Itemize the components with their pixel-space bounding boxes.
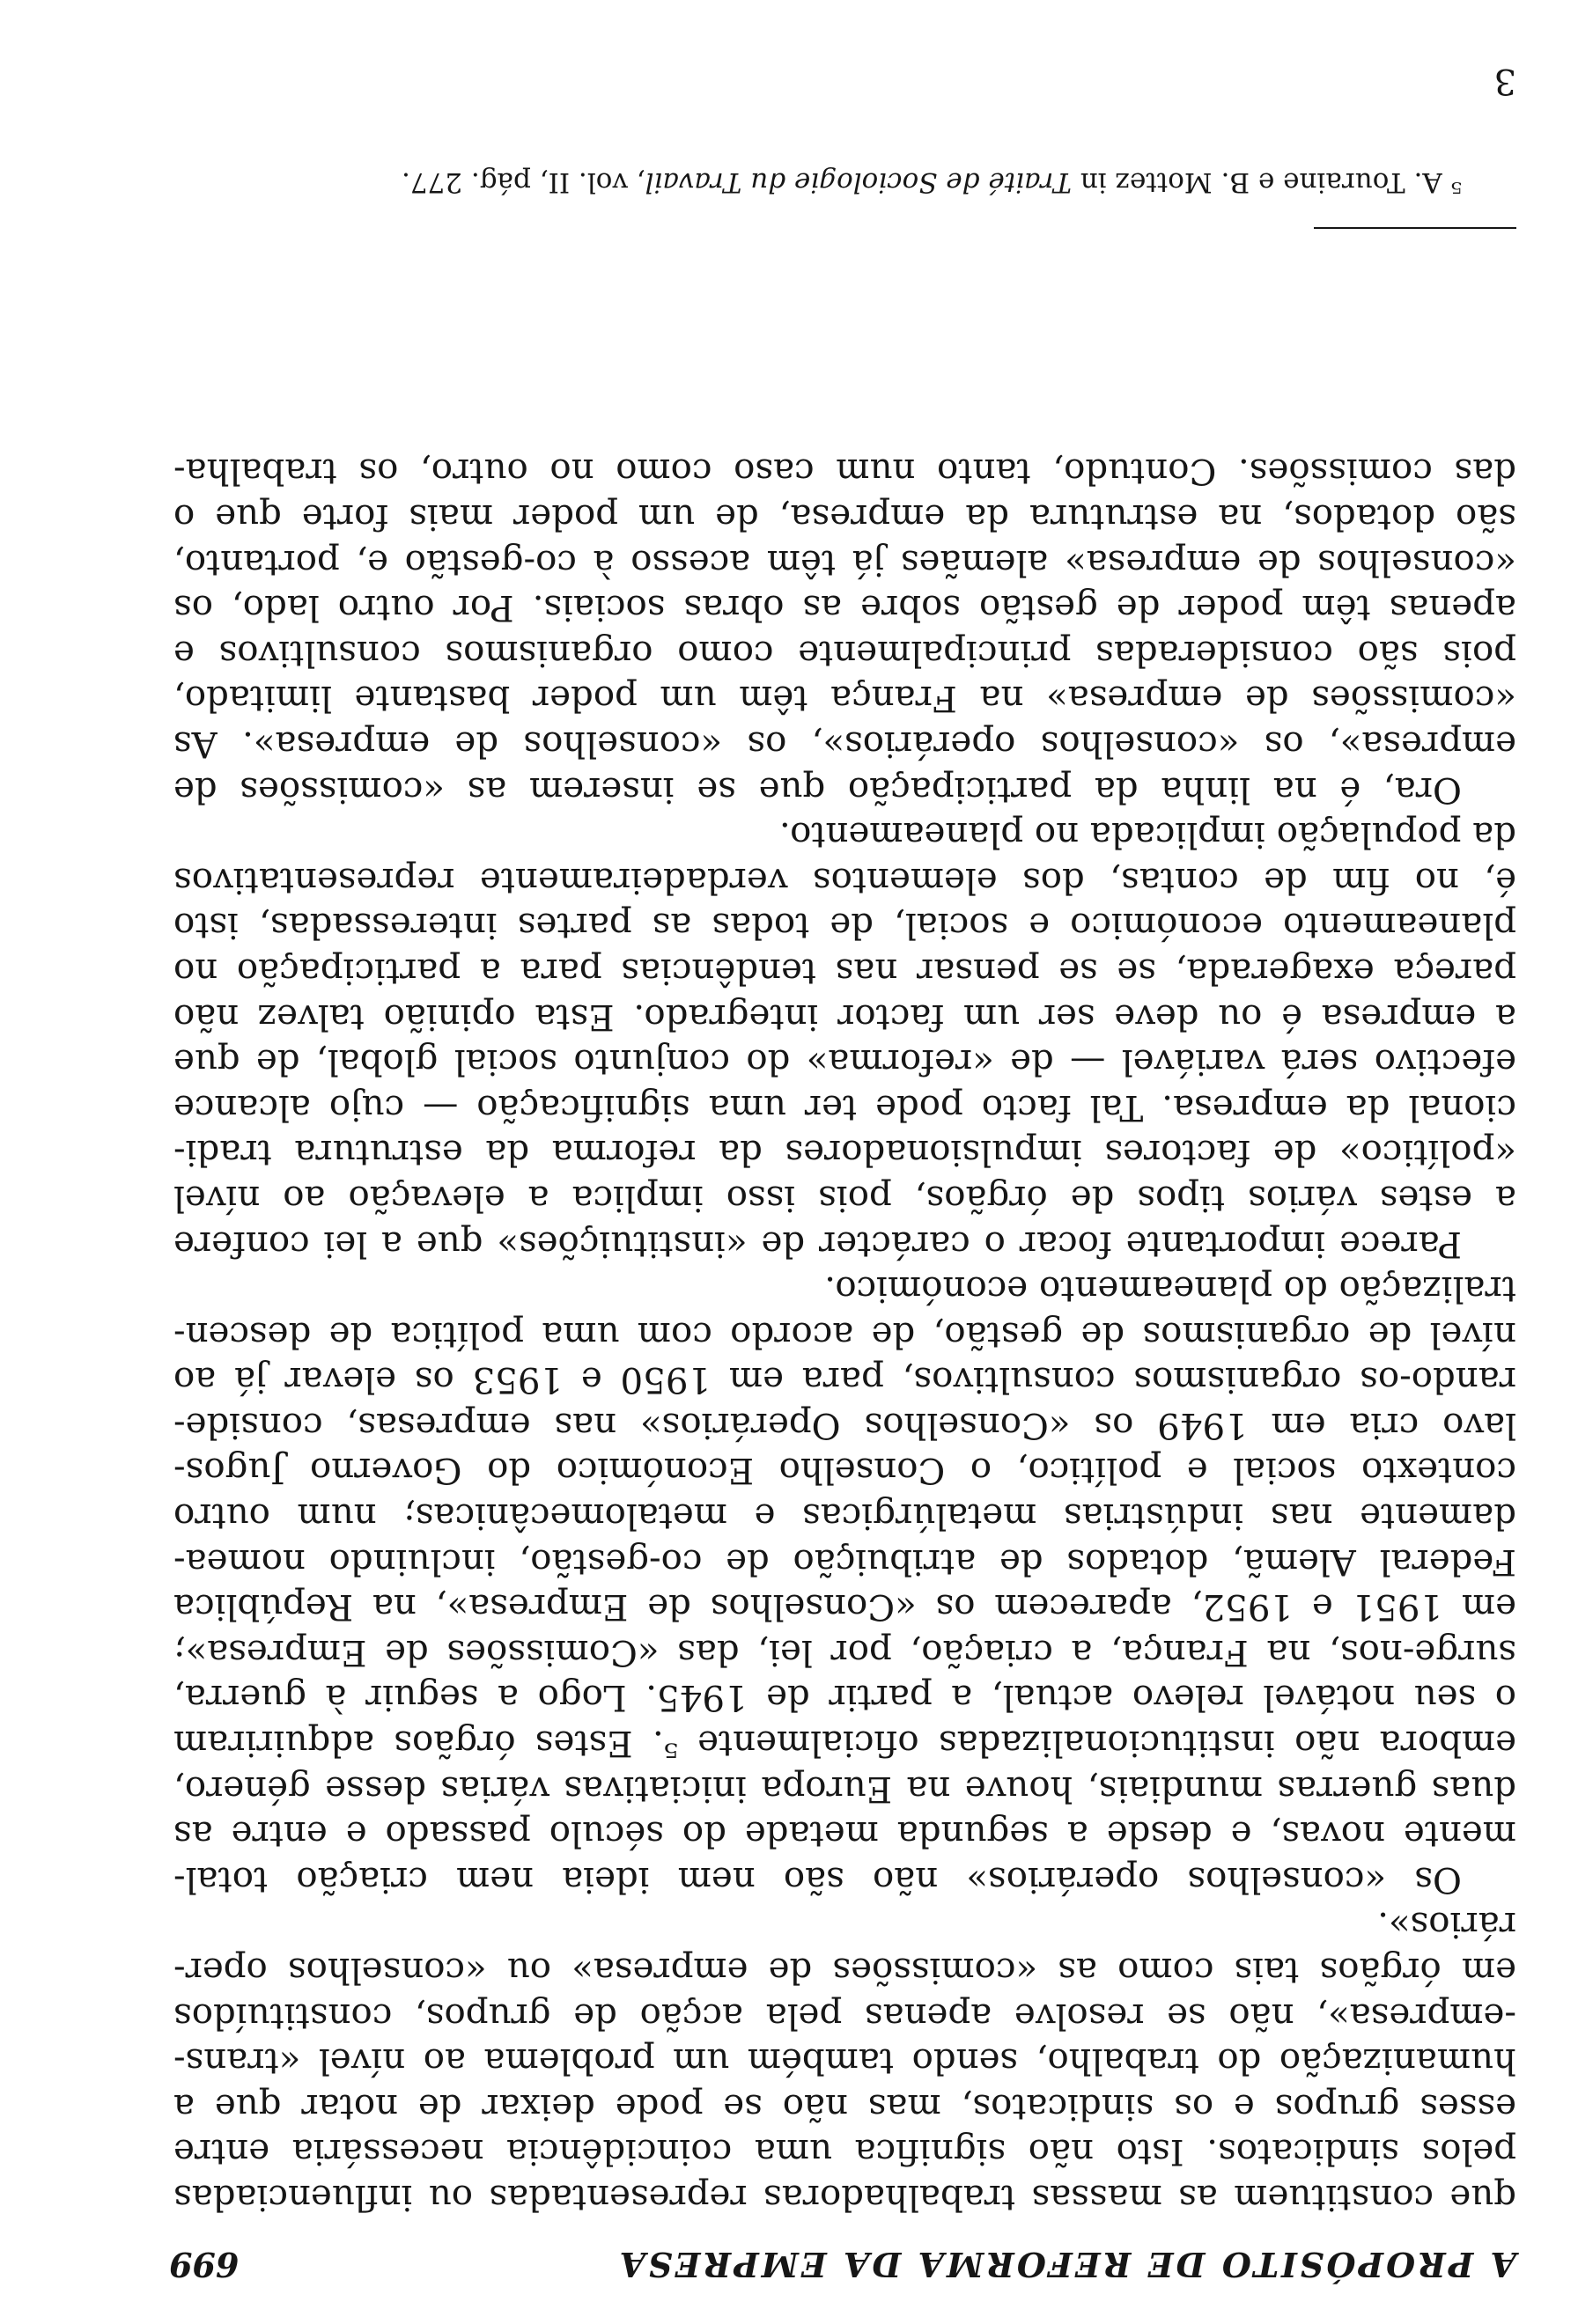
footnote-work-title: Traité de Sociologie du Travail	[645, 166, 1073, 198]
text-line: embora não institucionalizadas oficialmente ⁵. Estes órgãos adquiriram	[173, 1723, 1516, 1765]
text-line: duas guerras mundiais, houve na Europa iniciativas várias desse género,	[173, 1768, 1516, 1810]
text-line: apenas têm poder de gestão sobre as obras sociais. Por outro lado, os	[173, 587, 1516, 629]
text-line: pelos sindicatos. Isto não significa uma coincidência necessária entre	[173, 2131, 1516, 2173]
text-line: damente nas indústrias metalúrgicas e metalomecânicas; num outro	[173, 1496, 1516, 1538]
text-line: das comissões. Contudo, tanto num caso como no outro, os trabalha-	[173, 451, 1516, 493]
text-line: Os «conselhos operários» não são nem ideia nem criação total-	[173, 1858, 1462, 1901]
text-line: «comissões de empresa» na França têm um poder bastante limitado,	[173, 678, 1516, 720]
folio-number: 3	[1493, 61, 1516, 101]
text-line: contexto social e político, o Conselho Económico do Governo Jugos-	[173, 1450, 1516, 1492]
text-line: efectivo será variável — de «reforma» do conjunto social global, de que	[173, 1041, 1516, 1084]
footnote	[229, 166, 1462, 198]
text-line: humanização do trabalho, sendo também um problema ao nível «trans-	[173, 2041, 1516, 2083]
text-line: Federal Alemã, dotados de atribuição de co-gestão, incluindo nomea-	[173, 1541, 1516, 1583]
running-head-title: A PROPÓSITO DE REFORMA DA EMPRESA	[616, 2245, 1516, 2284]
running-head	[169, 2232, 1516, 2284]
text-line: «conselhos de empresa» alemães já têm acesso à co-gestão e, portanto,	[173, 541, 1516, 584]
text-line: a empresa é ou deve ser um factor integrado. Esta opinião talvez não	[173, 996, 1516, 1038]
text-line: planeamento económico e social, de todas as partes interessadas, isto	[173, 905, 1516, 947]
text-line: pareça exagerada, se se pensar nas tendências para a participação no	[173, 950, 1516, 992]
text-line: mente novas, e desde a segunda metade do século passado e entre as	[173, 1813, 1516, 1856]
text-line: em 1951 e 1952, aparecem os «Conselhos de Empresa», na República	[173, 1586, 1516, 1629]
text-line: são dotados, na estrutura da empresa, de um poder mais forte que o	[173, 496, 1516, 539]
text-line: -empresa», não se resolve apenas pela acção de grupos, constituídos	[173, 1995, 1516, 2037]
text-line: esses grupos e os sindicatos, mas não se pode deixar de notar que a	[173, 2085, 1516, 2128]
text-line: «político» de factores impulsionadores da reforma da estrutura tradi-	[173, 1132, 1516, 1174]
text-line: tralização do planeamento económico.	[824, 1269, 1516, 1311]
text-line: que constituem as massas trabalhadoras representadas ou influenciadas	[173, 2177, 1516, 2218]
text-line: surge-nos, na França, a criação, por lei, das «Comissões de Empresa»;	[173, 1631, 1516, 1673]
text-line: rários».	[1377, 1904, 1516, 1946]
text-line: o seu notável relevo actual, a partir de 1945. Logo a seguir à guerra,	[173, 1677, 1516, 1719]
text-line: empresa», os «conselhos operários», os «conselhos de empresa». As	[173, 724, 1516, 765]
footnote-rule	[1314, 227, 1516, 229]
text-line: Parece importante focar o carácter de «instituições» que a lei confere	[173, 1223, 1462, 1265]
text-line: Ora, é na linha da participação que se inserem as «comissões de	[173, 769, 1462, 811]
text-line: lavo cria em 1949 os «Conselhos Operários» nas empresas, conside-	[173, 1404, 1516, 1446]
text-line: nível de organismos de gestão, de acordo com uma política de descen-	[173, 1313, 1516, 1356]
text-line: pois são consideradas principalmente como organismos consultivos e	[173, 632, 1516, 674]
text-line: cional da empresa. Tal facto pode ter uma significação — cujo alcance	[173, 1086, 1516, 1129]
text-line: em órgãos tais como as «comissões de empresa» ou «conselhos oper-	[173, 1950, 1516, 1992]
footnote-authors: A. Touraine e B. Mottez in	[1080, 166, 1442, 198]
body-text	[173, 449, 1516, 2220]
footnote-marker: ⁵	[1450, 166, 1462, 198]
text-line: rando-os organismos consultivos, para em 1950 e 1953 os elevar já ao	[173, 1359, 1516, 1401]
text-line: a estes vários tipos de órgãos, pois isso implica a elevação ao nível	[173, 1177, 1516, 1219]
running-head-page-number: 699	[169, 2245, 240, 2284]
footnote-details: , vol. II, pág. 277.	[402, 166, 645, 198]
text-line: da população implicada no planeamento.	[778, 814, 1516, 857]
text-line: é, no fim de contas, dos elementos verdadeiramente representativos	[173, 859, 1516, 901]
